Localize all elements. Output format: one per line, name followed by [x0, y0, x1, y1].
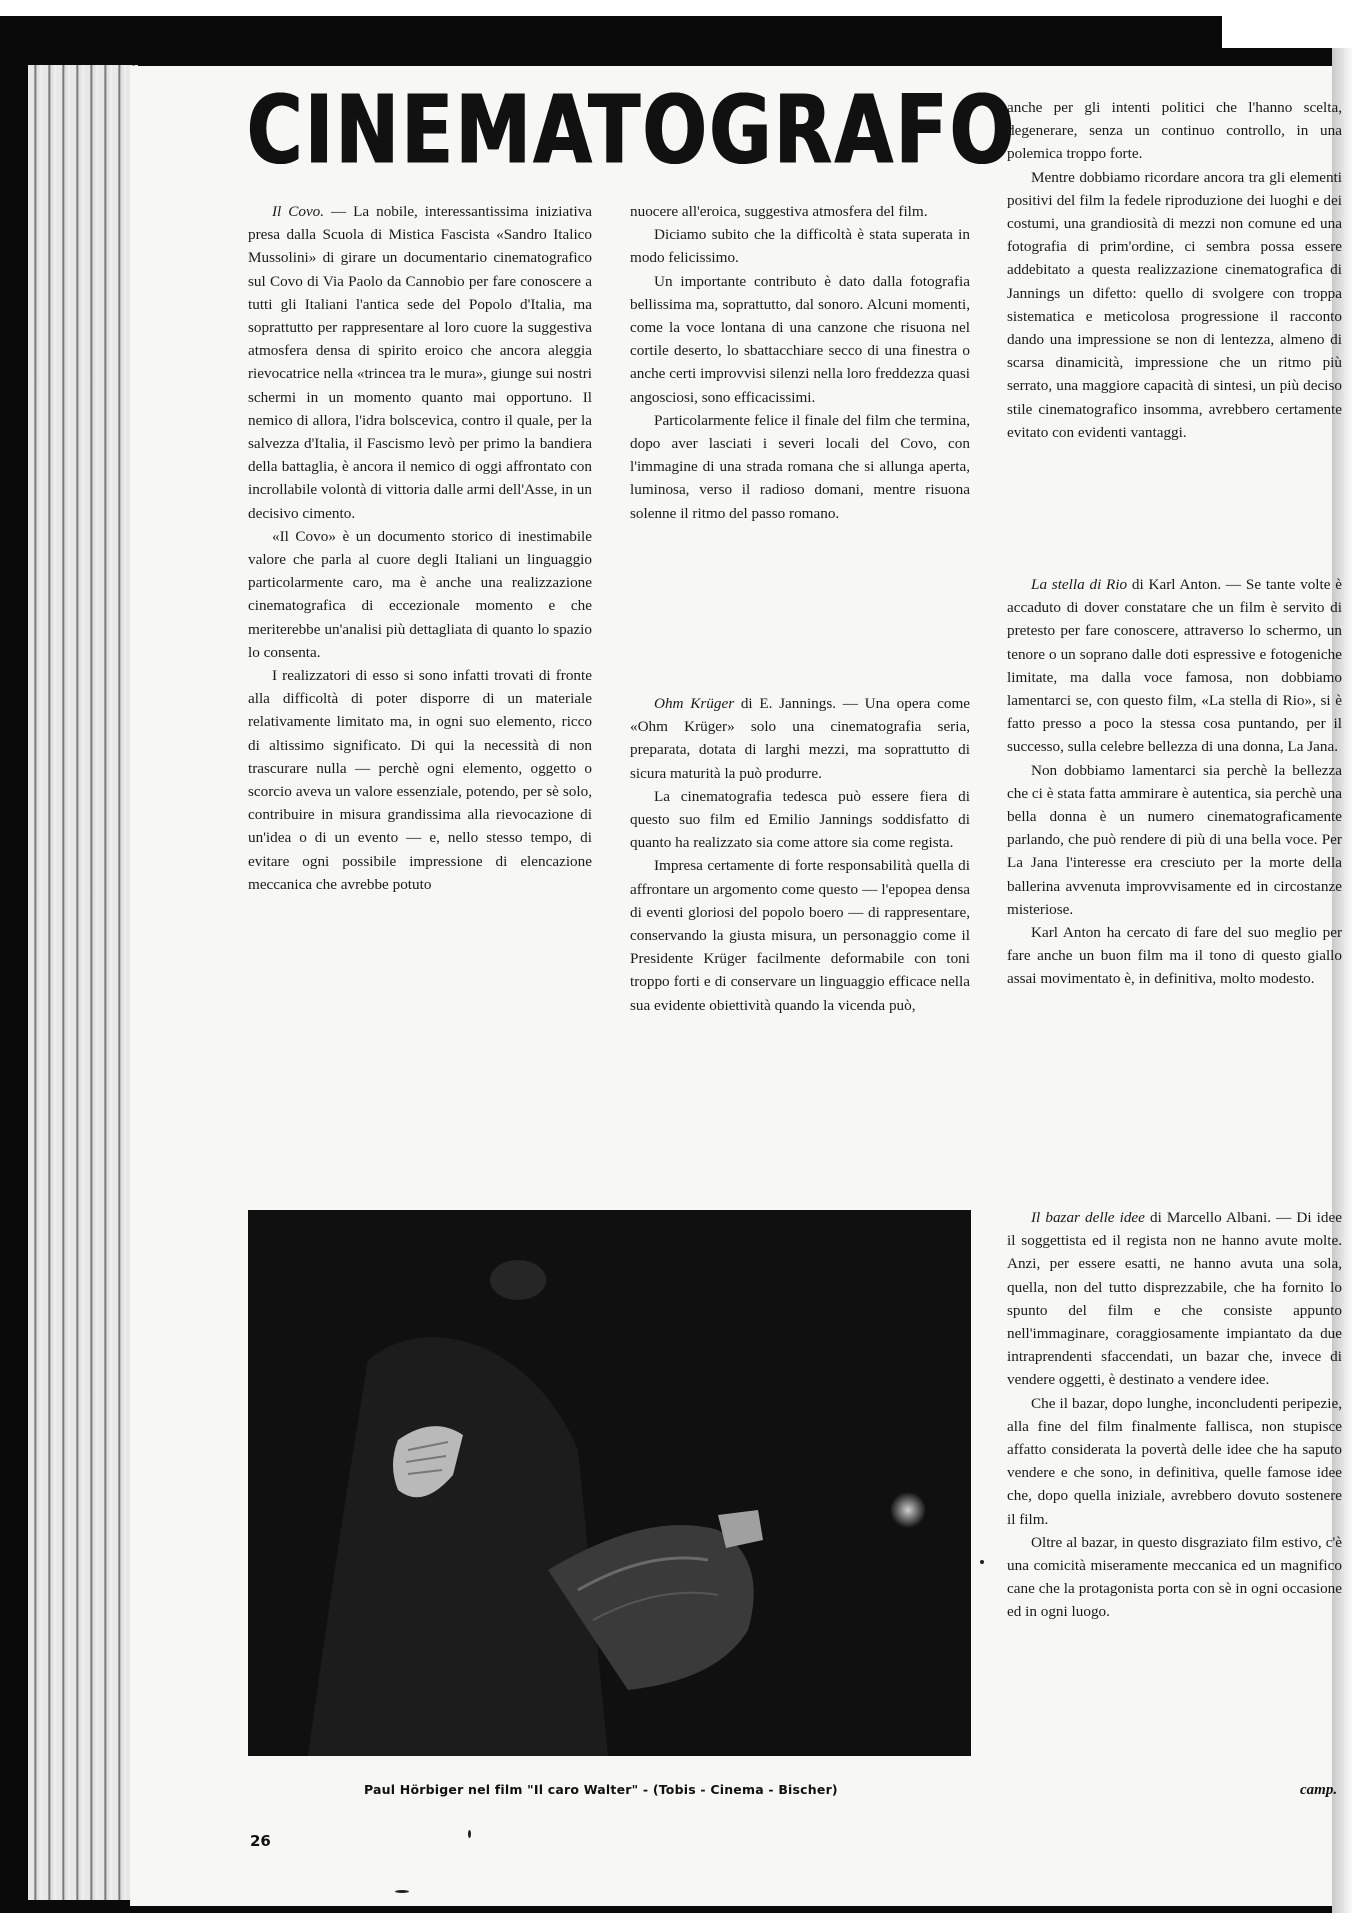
book-binding-pages — [28, 65, 138, 1900]
paragraph-text: di E. Jannings. — Una opera come «Ohm Krüger» solo una cinematografia seria, preparata, dotata di larghi mezzi, ma soprattutto di sicura maturità la può produrre. — [630, 695, 970, 782]
paragraph: Oltre al bazar, in questo disgraziato film estivo, c'è una comicità miseramente meccanica ed un magnifico cane che la protagonista porta con sè in ogni occasione ed in ogni luogo. — [1007, 1533, 1342, 1621]
paragraph: «Il Covo» è un documento storico di inestimabile valore che parla al cuore degli Italiani un linguaggio particolarmente caro, ma è anche una realizzazione cinematografica di eccezionale momento e che meriterebbe un'analisi più dettagliata di quanto lo spazio lo consenta. — [248, 527, 592, 661]
film-still-illustration — [248, 1210, 971, 1756]
article-covo-column-1 — [248, 200, 592, 896]
page-title: CINEMATOGRAFO — [247, 75, 1017, 186]
paragraph: Mentre dobbiamo ricordare ancora tra gli elementi positivi del film la fedele riproduzione dei luoghi e dei costumi, una grandiosità di mezzi non comune ed una fotografia di prim'ordine, ci sembra possa essere addebitato a questa realizzazione cinematografica di Jannings un difetto: quello di svolgere con troppa sistematica e meticolosa progressione il racconto dando una impressione se non di lentezza, almeno di scarsa dinamicità, impressione che un ritmo più serrato, una maggiore capacità di sintesi, un più deciso stile cinematografico insomma, avrebbero certamente evitato con evidenti vantaggi. — [1007, 168, 1342, 441]
paragraph: Un importante contributo è dato dalla fotografia bellissima ma, soprattutto, dal sonoro. Alcuni momenti, come la voce lontana di una canzone che risuona nel cortile deserto, lo sbattacchiare secco di una finestra o anche certi improvvisi silenzi nella loro freddezza quasi angosciosi, sono efficacissimi. — [630, 272, 970, 406]
paragraph: Che il bazar, dopo lunghe, inconcludenti peripezie, alla fine del film finalmente fallisca, non stupisce affatto considerata la povertà delle idee che ha saputo vendere e che sono, in definitiva, quelle famose idee che, dopo quella iniziale, avrebbero dovuto sostenere il film. — [1007, 1394, 1342, 1528]
paragraph: Diciamo subito che la difficoltà è stata superata in modo felicissimo. — [630, 226, 970, 267]
paragraph-text: — La nobile, interessantissima iniziativa presa dalla Scuola di Mistica Fascista «Sandro Italico Mussolini» di girare un documentario cinematografico sul Covo di Via Paolo da Cannobio per fare conoscere a tutti gli Italiani l'antica sede del Popolo d'Italia, ma soprattutto per rappresentare al loro cuore la suggestiva atmosfera densa di spirito eroico che ancora aleggia rievocatrice nella «trincea tra le mura», giunge sui nostri schermi in un momento quanto mai opportuno. Il nemico di allora, l'idra bolscevica, contro il quale, per la salvezza d'Italia, il Fascismo levò per primo la bandiera della battaglia, è ancora il nemico di oggi affrontato con incrollabile volontà di vittoria dalle armi dell'Asse, in un decisivo cimento. — [248, 203, 592, 522]
paragraph: anche per gli intenti politici che l'hanno scelta, degenerare, senza un continuo controllo, in una polemica troppo forte. — [1007, 99, 1342, 163]
author-signature: camp. — [1300, 1782, 1338, 1798]
article-ohm-kruger — [630, 692, 970, 1017]
paragraph — [248, 200, 592, 525]
review-title-bazar: Il bazar delle idee — [1031, 1209, 1145, 1226]
article-bazar-delle-idee — [1007, 1206, 1342, 1624]
paragraph: Impresa certamente di forte responsabilità quella di affrontare un argomento come questo — l'epopea densa di eventi gloriosi del popolo boero — di rappresentare, conservando la giusta misura, un personaggio come il Presidente Krüger facilmente deformabile con toni troppo forti e di conservare un linguaggio efficace nella sua evidente obiettività quando la vicenda può, — [630, 857, 970, 1014]
paragraph: La cinematografia tedesca può essere fiera di questo suo film ed Emilio Jannings soddisfatto di quanto ha realizzato sia come attore sia come regista. — [630, 787, 970, 852]
page-number: 26 — [250, 1832, 271, 1850]
review-title-stella-di-rio: La stella di Rio — [1031, 576, 1128, 593]
scan-speck — [395, 1890, 409, 1893]
paragraph — [1007, 573, 1342, 759]
paragraph — [630, 692, 970, 785]
photo-caption: Paul Hörbiger nel film "Il caro Walter" - (Tobis - Cinema - Bischer) — [364, 1782, 838, 1797]
article-ohm-kruger-continued — [1007, 96, 1342, 444]
article-covo-column-2 — [630, 200, 970, 525]
scan-corner — [1222, 0, 1352, 48]
scan-speck — [980, 1560, 984, 1564]
article-stella-di-rio — [1007, 573, 1342, 991]
scan-speck — [468, 1830, 471, 1838]
scan-top-margin — [0, 0, 1352, 16]
paragraph: Non dobbiamo lamentarci sia perchè la bellezza che ci è stata fatta ammirare è autentica, sia perchè una bella donna è un numero cinematograficamente parlando, che può rendere di più di una bella voce. Per La Jana l'interesse era cresciuto per la morte della ballerina avvenuta improvvisamente ed in circostanze misteriose. — [1007, 761, 1342, 918]
paragraph: nuocere all'eroica, suggestiva atmosfera del film. — [630, 203, 928, 220]
paragraph: I realizzatori di esso si sono infatti trovati di fronte alla difficoltà di poter disporre di un materiale relativamente limitato ma, in ogni suo elemento, ricco di altissimo significato. Di qui la necessità di non trascurare nulla — perchè ogni elemento, oggetto o scorcio aveva un valore essenziale, potendo, per sè solo, contribuire in misura grandissima alla rievocazione di un'idea o di un evento — e, nello stesso tempo, di evitare ogni possibile impressione di elencazione meccanica che avrebbe potuto — [248, 667, 592, 893]
film-still-photo — [248, 1210, 971, 1756]
review-title-covo: Il Covo. — [272, 203, 325, 220]
review-title-ohm-kruger: Ohm Krüger — [654, 695, 735, 712]
paragraph: Karl Anton ha cercato di fare del suo meglio per fare anche un buon film ma il tono di questo giallo assai movimentato è, in definitiva, molto modesto. — [1007, 924, 1342, 988]
paragraph-text: di Marcello Albani. — Di idee il soggettista ed il regista non ne hanno avute molte. Anzi, per essere esatti, ne hanno avuta una sola, quella, non del tutto disprezzabile, che ha fornito lo spunto del film e che consiste appunto nell'immaginare, coraggiosamente impiantato da due intraprendenti sfaccendati, un bazar che, invece di vendere oggetti, è destinato a vendere idee. — [1007, 1209, 1342, 1389]
paragraph-text: di Karl Anton. — Se tante volte è accaduto di dover constatare che un film è servito di pretesto per fare conoscere, attraverso lo schermo, un tenore o un soprano dalle doti espressive e fotogeniche limitate, ma dalla voce famosa, non dobbiamo lamentarci se, con questo film, «La stella di Rio», si è fatto presso a poco la stessa cosa puntando, per il successo, sulla celebre bellezza di una donna, La Jana. — [1007, 576, 1342, 756]
paragraph — [1007, 1206, 1342, 1392]
paragraph: Particolarmente felice il finale del film che termina, dopo aver lasciati i severi locali del Covo, con l'immagine di una strada romana che si allunga aperta, luminosa, verso il radioso domani, mentre risuona solenne il ritmo del passo romano. — [630, 411, 970, 522]
